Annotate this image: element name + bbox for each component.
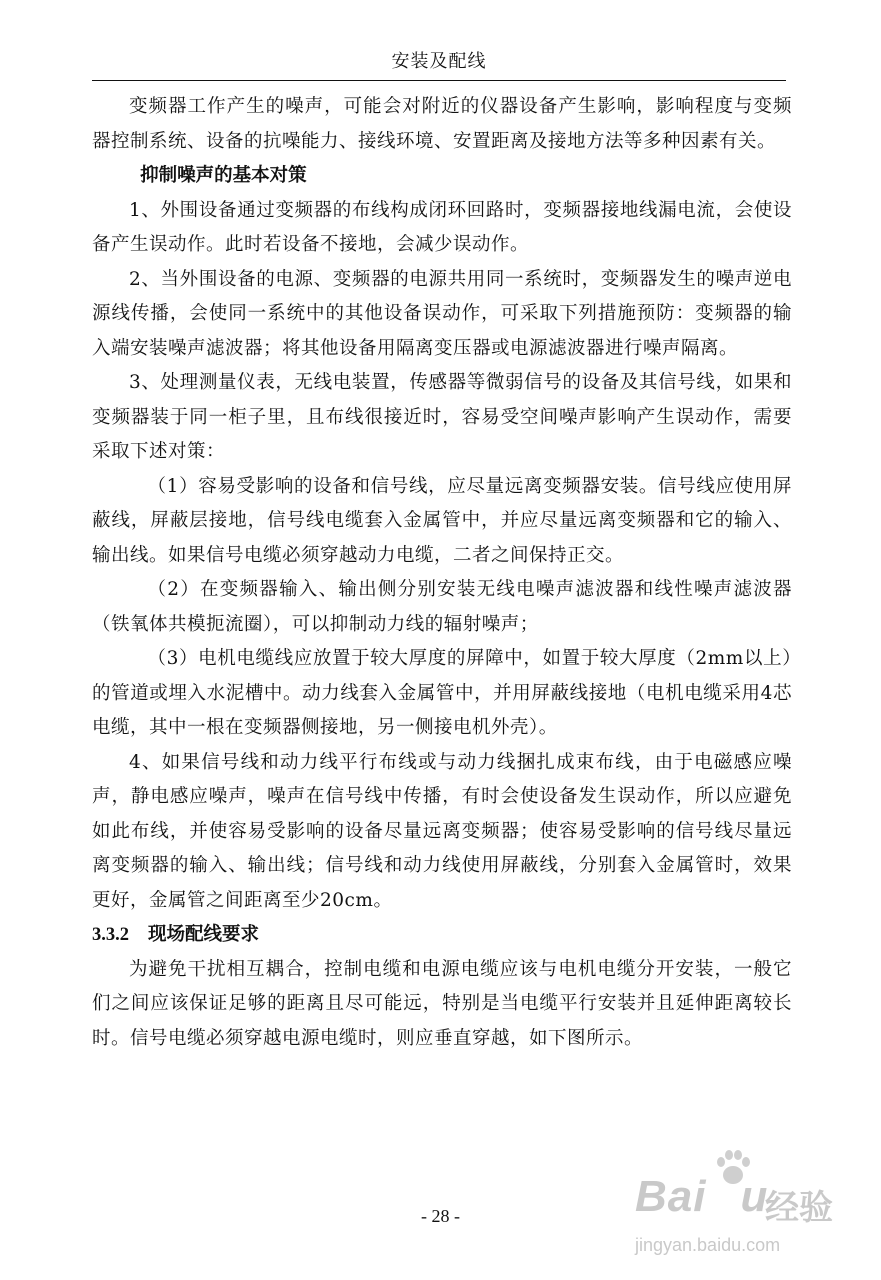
header-title: 安装及配线 bbox=[391, 51, 487, 72]
document-body bbox=[92, 90, 792, 1056]
item-3-2-paragraph: （2）在变频器输入、输出侧分别安装无线电噪声滤波器和线性噪声滤波器（铁氧体共模扼流圈），可以抑制动力线的辐射噪声； bbox=[92, 579, 792, 635]
watermark-logo: Bai u bbox=[635, 1172, 769, 1221]
section-heading bbox=[92, 918, 792, 953]
section-number: 3.3.2 bbox=[92, 925, 129, 945]
watermark-brand: 经验 bbox=[765, 1189, 833, 1227]
page-number: - 28 - bbox=[421, 1206, 460, 1226]
countermeasures-heading: 抑制噪声的基本对策 bbox=[140, 165, 307, 186]
item-3-paragraph: 3、处理测量仪表，无线电装置，传感器等微弱信号的设备及其信号线，如果和变频器装于同一柜子里，且布线很接近时，容易受空间噪声影响产生误动作，需要采取下述对策： bbox=[92, 372, 792, 462]
item-1-paragraph: 1、外围设备通过变频器的布线构成闭环回路时，变频器接地线漏电流，会使设备产生误动作。此时若设备不接地，会减少误动作。 bbox=[92, 199, 792, 255]
item-3-3-paragraph: （3）电机电缆线应放置于较大厚度的屏障中，如置于较大厚度（2mm以上）的管道或埋入水泥槽中。动力线套入金属管中，并用屏蔽线接地（电机电缆采用4芯电缆，其中一根在变频器侧接地，另一侧接电机外壳）。 bbox=[92, 648, 792, 738]
section-title: 现场配线要求 bbox=[148, 924, 260, 945]
baidu-jingyan-watermark bbox=[625, 1150, 855, 1270]
section-body-paragraph: 为避免干扰相互耦合，控制电缆和电源电缆应该与电机电缆分开安装，一般它们之间应该保证足够的距离且尽可能远，特别是当电缆平行安装并且延伸距离较长时。信号电缆必须穿越电源电缆时，则应垂直穿越，如下图所示。 bbox=[92, 958, 792, 1049]
item-4-paragraph: 4、如果信号线和动力线平行布线或与动力线捆扎成束布线，由于电磁感应噪声，静电感应噪声，噪声在信号线中传播，有时会使设备发生误动作，所以应避免如此布线，并使容易受影响的设备尽量远离变频器；使容易受影响的信号线尽量远离变频器的输入、输出线；信号线和动力线使用屏蔽线，分别套入金属管时，效果更好，金属管之间距离至少20cm。 bbox=[92, 751, 792, 911]
item-3-1-paragraph: （1）容易受影响的设备和信号线，应尽量远离变频器安装。信号线应使用屏蔽线，屏蔽层接地，信号线电缆套入金属管中，并应尽量远离变频器和它的输入、输出线。如果信号电缆必须穿越动力电缆，二者之间保持正交。 bbox=[92, 475, 792, 566]
watermark-url: jingyan.baidu.com bbox=[635, 1235, 781, 1255]
intro-paragraph: 变频器工作产生的噪声，可能会对附近的仪器设备产生影响，影响程度与变频器控制系统、设备的抗噪能力、接线环境、安置距离及接地方法等多种因素有关。 bbox=[92, 96, 792, 152]
page-header bbox=[92, 50, 786, 81]
item-2-paragraph: 2、当外围设备的电源、变频器的电源共用同一系统时，变频器发生的噪声逆电源线传播，会使同一系统中的其他设备误动作，可采取下列措施预防：变频器的输入端安装噪声滤波器；将其他设备用隔离变压器或电源滤波器进行噪声隔离。 bbox=[92, 268, 792, 359]
